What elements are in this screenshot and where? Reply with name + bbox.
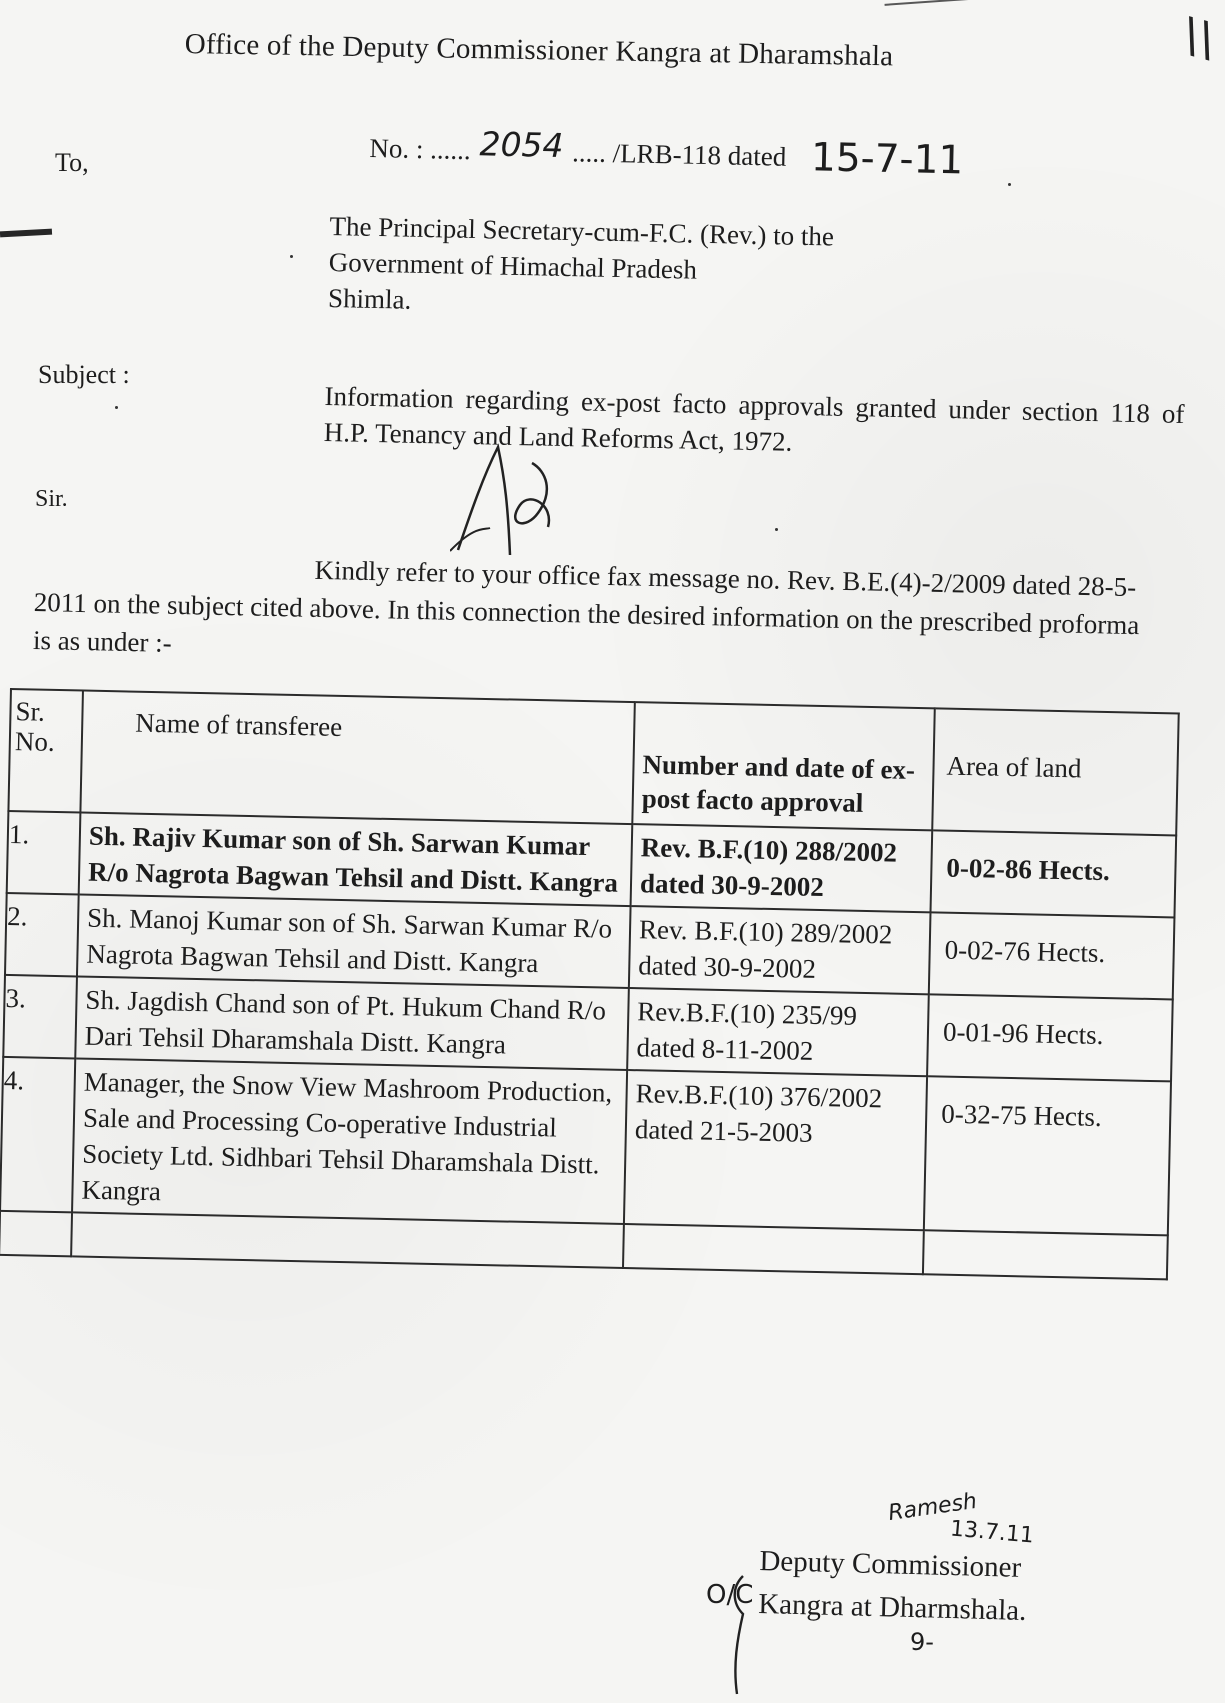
reference-line: No. : ...... 2054 ..... /LRB-118 dated 15-7-11 xyxy=(369,124,964,184)
row-sr: 4. xyxy=(0,1057,75,1212)
reference-prefix: No. : xyxy=(369,132,431,165)
row-sr: 3. xyxy=(3,975,77,1058)
row-name: Sh. Jagdish Chand son of Pt. Hukum Chand R/o Dari Tehsil Dharamshala Distt. Kangra xyxy=(75,976,629,1070)
addressee-line-3: Shimla. xyxy=(327,282,412,315)
reference-number-handwritten: 2054 xyxy=(479,124,564,166)
addressee-block xyxy=(328,208,1070,331)
header-area: Area of land xyxy=(932,708,1179,835)
speck-dot xyxy=(290,255,293,258)
addressee-line-2: Government of Himachal Pradesh xyxy=(328,246,698,285)
office-header: Office of the Deputy Commissioner Kangra at Dharamshala xyxy=(184,28,894,73)
speck-dot xyxy=(775,528,778,531)
signature-scribble: Ramesh xyxy=(886,1488,979,1527)
addressee-line-1: The Principal Secretary-cum-F.C. (Rev.) to the xyxy=(329,210,835,252)
table-header-row xyxy=(8,689,1178,835)
date-handwritten: 15-7-11 xyxy=(810,135,964,184)
row-name: Sh. Rajiv Kumar son of Sh. Sarwan Kumar R/o Nagrota Bagwan Tehsil and Distt. Kangra xyxy=(79,813,633,907)
row-sr: 1. xyxy=(7,811,81,894)
empty-cell xyxy=(623,1224,924,1274)
signature-block xyxy=(758,1540,1180,1637)
empty-cell xyxy=(0,1211,72,1256)
row-area: 0-01-96 Hects. xyxy=(927,994,1173,1081)
row-number: Rev. B.F.(10) 289/2002 dated 30-9-2002 xyxy=(629,906,931,994)
subject-text: Information regarding ex-post facto approvals granted under section 118 of H.P. Tenancy and Land Reforms Act, 1972. xyxy=(323,380,1185,457)
margin-stroke xyxy=(885,0,996,22)
subject-label: Subject : xyxy=(38,360,130,389)
header-number-date: Number and date of ex-post facto approval xyxy=(632,702,934,830)
row-number: Rev. B.F.(10) 288/2002 dated 30-9-2002 xyxy=(631,824,933,912)
row-area: 0-32-75 Hects. xyxy=(924,1076,1171,1235)
signature-line-1: Deputy Commissioner xyxy=(759,1544,1022,1584)
signature-line-2: Kangra at Dharmshala. xyxy=(757,1587,1027,1627)
body-paragraph: Kindly refer to your office fax message no. Rev. B.E.(4)-2/2009 dated 28-5-2011 on the subject cited above. In this connection the desired information on the prescribed proforma is as under :- xyxy=(32,554,1140,658)
row-number: Rev.B.F.(10) 235/99 dated 8-11-2002 xyxy=(627,988,929,1076)
speck-dot xyxy=(1008,183,1011,186)
signature-suffix: 9- xyxy=(910,1628,934,1656)
row-area: 0-02-76 Hects. xyxy=(929,912,1175,999)
header-name: Name of transferee xyxy=(80,691,634,825)
row-name: Sh. Manoj Kumar son of Sh. Sarwan Kumar R/o Nagrota Bagwan Tehsil and Distt. Kangra xyxy=(77,894,631,988)
salutation: Sir. xyxy=(35,486,68,512)
signature-date-mark: 13.7.11 xyxy=(949,1516,1035,1549)
transferee-table-wrapper xyxy=(0,688,1178,1280)
header-sr-no: Sr. No. xyxy=(8,689,83,812)
handwritten-marking-icon xyxy=(450,435,570,570)
transferee-table xyxy=(0,688,1180,1280)
signature-prefix: O/C xyxy=(706,1580,754,1610)
punch-mark xyxy=(0,229,52,238)
corner-mark-icon: \\ xyxy=(1177,6,1222,68)
empty-cell xyxy=(923,1230,1168,1279)
row-name: Manager, the Snow View Mashroom Production, Sale and Processing Co-operative Industrial Society Ltd. Sidhbari Tehsil Dharamshala Distt. Kangra xyxy=(72,1058,627,1224)
row-sr: 2. xyxy=(5,893,79,976)
row-area: 0-02-86 Hects. xyxy=(931,830,1177,917)
table-row xyxy=(0,1057,1171,1235)
to-label: To, xyxy=(55,148,89,177)
reference-suffix: /LRB-118 dated xyxy=(612,138,787,172)
speck-dot xyxy=(115,406,118,409)
row-number: Rev.B.F.(10) 376/2002 dated 21-5-2003 xyxy=(624,1070,927,1230)
